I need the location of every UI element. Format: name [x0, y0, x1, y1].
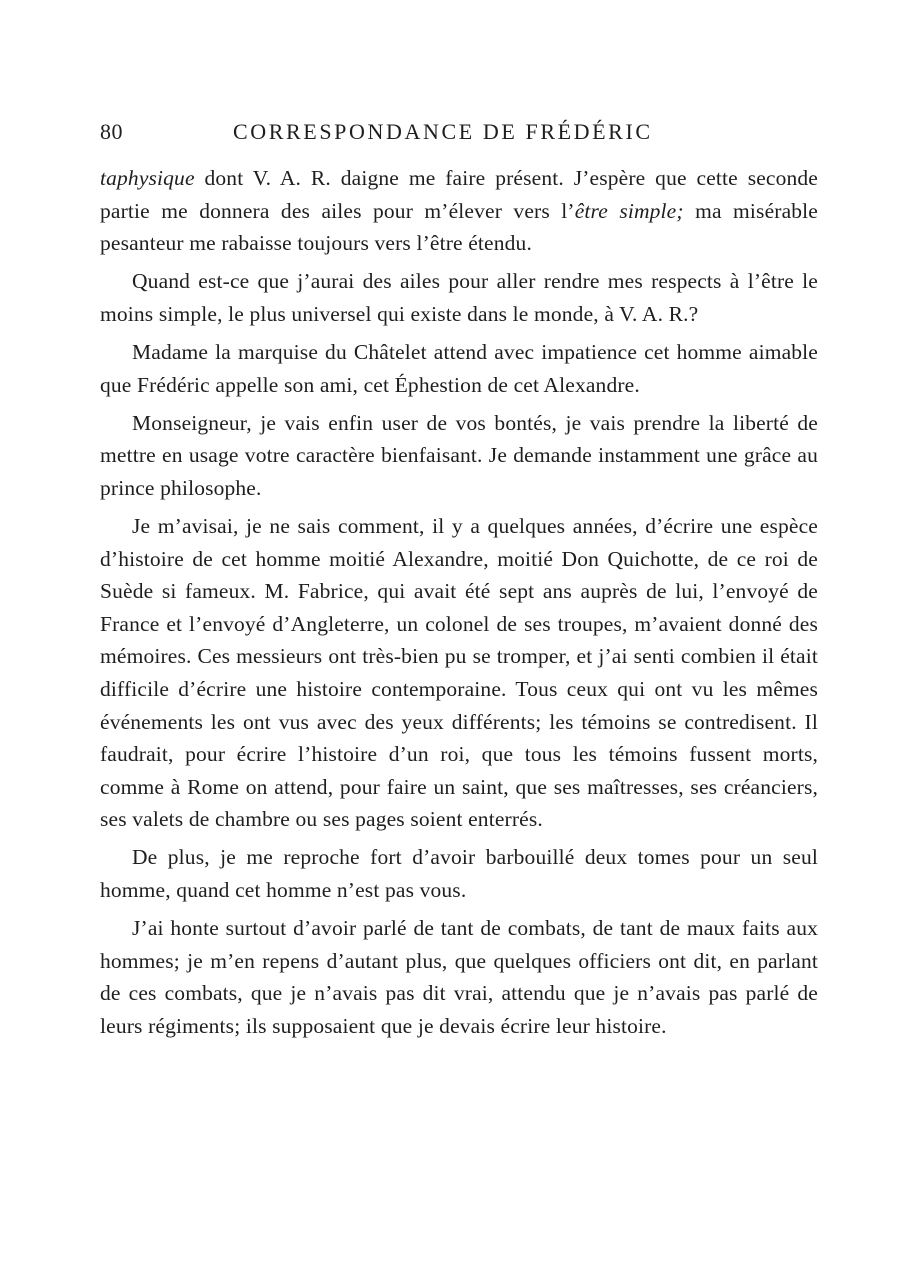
paragraph: De plus, je me reproche fort d’avoir barbouillé deux tomes pour un seul homme, quand cet homme n’est pas vous. — [100, 845, 818, 902]
paragraph: Quand est-ce que j’aurai des ailes pour aller rendre mes respects à l’être le moins simple, le plus universel qui existe dans le monde, à V. A. R.? — [100, 269, 818, 326]
paragraph-continued — [100, 162, 818, 260]
body-text — [100, 162, 818, 1042]
paragraph-text: ma misérable pesanteur me rabaisse toujours vers l’être étendu. — [100, 198, 818, 256]
paragraph: Je m’avisai, je ne sais comment, il y a quelques années, d’écrire une espèce d’histoire de cet homme moitié Alexandre, moitié Don Quichotte, de ce roi de Suède si fameux. M. Fabrice, qui avait été sept ans auprès de lui, l’envoyé de France et l’envoyé d’Angleterre, un colonel de ses troupes, m’avaient donné des mémoires. Ces messieurs ont très-bien pu se tromper, et j’ai senti combien il était difficile d’écrire une histoire contemporaine. Tous ceux qui ont vu les mêmes événements les ont vus avec des yeux différents; les témoins se contredisent. Il faudrait, pour écrire l’histoire d’un roi, que tous les témoins fussent morts, comme à Rome on attend, pour faire un saint, que ses maîtresses, ses créanciers, ses valets de chambre ou ses pages soient enterrés. — [100, 513, 818, 832]
running-title: CORRESPONDANCE DE FRÉDÉRIC — [233, 119, 653, 144]
running-head — [100, 114, 818, 150]
paragraph-text: dont V. A. R. daigne me faire présent. J’espère que cette seconde partie me donnera des ailes pour m’élever vers l’ — [100, 166, 818, 223]
paragraph: J’ai honte surtout d’avoir parlé de tant de combats, de tant de maux faits aux hommes; je m’en repens d’autant plus, que quelques officiers ont dit, en parlant de ces combats, que je n’avais pas dit vrai, attendu que je n’avais pas parlé de leurs régiments; ils supposaient que je devais écrire leur histoire. — [100, 916, 818, 1038]
page-number: 80 — [100, 119, 123, 144]
paragraph: Monseigneur, je vais enfin user de vos bontés, je vais prendre la liberté de mettre en usage votre caractère bienfaisant. Je demande instamment une grâce au prince philosophe. — [100, 410, 818, 500]
paragraph: Madame la marquise du Châtelet attend avec impatience cet homme aimable que Frédéric appelle son ami, cet Éphestion de cet Alexandre. — [100, 339, 818, 397]
italic-phrase: être simple; — [574, 198, 684, 223]
italic-word: taphysique — [100, 166, 195, 190]
book-page — [100, 114, 818, 1048]
